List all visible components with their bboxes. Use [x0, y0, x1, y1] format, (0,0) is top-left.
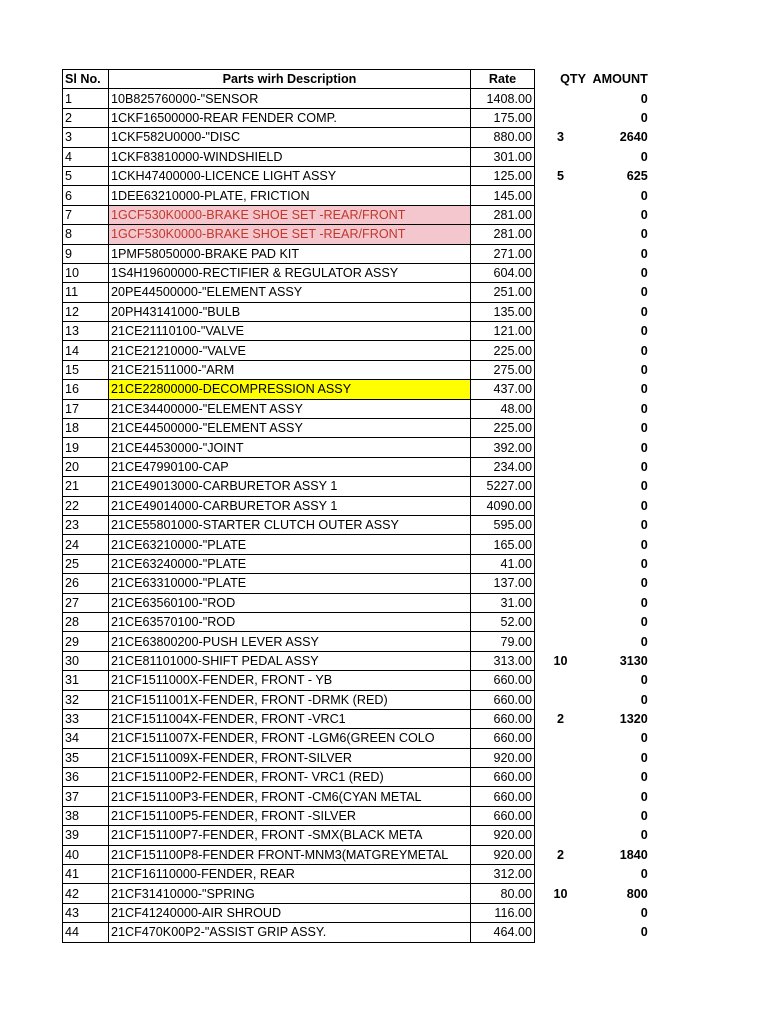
- rate-cell: 145.00: [471, 186, 535, 205]
- parts-table: [62, 69, 650, 943]
- description-cell: 21CE44530000-"JOINT: [109, 438, 471, 457]
- amount-cell: 0: [640, 246, 648, 261]
- qty-cell: [535, 574, 587, 593]
- description-cell: 21CE81101000-SHIFT PEDAL ASSY: [109, 651, 471, 670]
- table-row: [63, 128, 650, 147]
- rate-cell: 437.00: [471, 380, 535, 399]
- table-row: [63, 360, 650, 379]
- amount-cell: 1320: [619, 712, 648, 727]
- rate-cell: 1408.00: [471, 89, 535, 108]
- description-cell: 1S4H19600000-RECTIFIER & REGULATOR ASSY: [109, 263, 471, 282]
- table-row: [63, 806, 650, 825]
- table-row: [63, 147, 650, 166]
- table-row: [63, 884, 650, 903]
- sl-no-cell: 41: [63, 865, 109, 884]
- amount-cell: 0: [640, 556, 648, 571]
- qty-cell: [535, 89, 587, 108]
- sl-no-cell: 34: [63, 729, 109, 748]
- sl-no-cell: 10: [63, 263, 109, 282]
- description-cell: 21CE44500000-"ELEMENT ASSY: [109, 419, 471, 438]
- description-cell: 1PMF58050000-BRAKE PAD KIT: [109, 244, 471, 263]
- sl-no-cell: 29: [63, 632, 109, 651]
- qty-cell: [535, 438, 587, 457]
- description-cell: 21CE21511000-"ARM: [109, 360, 471, 379]
- rate-cell: 275.00: [471, 360, 535, 379]
- qty-cell: [535, 205, 587, 224]
- table-row: [63, 89, 650, 108]
- amount-cell: 0: [640, 227, 648, 242]
- sl-no-cell: 2: [63, 108, 109, 127]
- table-row: [63, 729, 650, 748]
- table-row: [63, 457, 650, 476]
- header-sl-no: Sl No.: [63, 70, 109, 89]
- amount-cell: 0: [640, 518, 648, 533]
- description-cell: 21CE21210000-"VALVE: [109, 341, 471, 360]
- table-row: [63, 612, 650, 631]
- rate-cell: 920.00: [471, 748, 535, 767]
- description-cell: 21CE22800000-DECOMPRESSION ASSY: [109, 380, 471, 399]
- rate-cell: 4090.00: [471, 496, 535, 515]
- description-cell: 21CE63310000-"PLATE: [109, 574, 471, 593]
- description-cell: 1DEE63210000-PLATE, FRICTION: [109, 186, 471, 205]
- sl-no-cell: 4: [63, 147, 109, 166]
- amount-cell: 0: [640, 789, 648, 804]
- amount-cell: 2640: [619, 130, 648, 145]
- description-cell: 21CF1511004X-FENDER, FRONT -VRC1: [109, 709, 471, 728]
- sl-no-cell: 33: [63, 709, 109, 728]
- qty-cell: [535, 535, 587, 554]
- description-cell: 21CE49013000-CARBURETOR ASSY 1: [109, 477, 471, 496]
- table-row: [63, 399, 650, 418]
- table-row: [63, 671, 650, 690]
- rate-cell: 595.00: [471, 515, 535, 534]
- description-cell: 21CF41240000-AIR SHROUD: [109, 903, 471, 922]
- table-row: [63, 593, 650, 612]
- amount-cell: 0: [640, 692, 648, 707]
- header-description: Parts wirh Description: [109, 70, 471, 89]
- rate-cell: 312.00: [471, 865, 535, 884]
- amount-cell: 0: [640, 576, 648, 591]
- amount-cell: 0: [640, 498, 648, 513]
- rate-cell: 135.00: [471, 302, 535, 321]
- amount-cell: 0: [640, 595, 648, 610]
- qty-cell: 5: [556, 169, 564, 184]
- table-row: [63, 166, 650, 185]
- qty-cell: 3: [556, 130, 564, 145]
- rate-cell: 660.00: [471, 787, 535, 806]
- rate-cell: 464.00: [471, 923, 535, 942]
- table-row: [63, 419, 650, 438]
- amount-cell: 0: [640, 149, 648, 164]
- rate-cell: 225.00: [471, 341, 535, 360]
- rate-cell: 920.00: [471, 826, 535, 845]
- amount-cell: 0: [640, 731, 648, 746]
- table-row: [63, 108, 650, 127]
- amount-cell: 0: [640, 828, 648, 843]
- parts-price-sheet: [62, 69, 650, 943]
- rate-cell: 125.00: [471, 166, 535, 185]
- rate-cell: 392.00: [471, 438, 535, 457]
- rate-cell: 79.00: [471, 632, 535, 651]
- description-cell: 21CF151100P2-FENDER, FRONT- VRC1 (RED): [109, 768, 471, 787]
- qty-cell: [535, 865, 587, 884]
- amount-cell: 0: [640, 363, 648, 378]
- amount-cell: 0: [640, 382, 648, 397]
- amount-cell: 0: [640, 867, 648, 882]
- qty-cell: [535, 671, 587, 690]
- amount-cell: 0: [640, 207, 648, 222]
- description-cell: 21CF1511001X-FENDER, FRONT -DRMK (RED): [109, 690, 471, 709]
- amount-cell: 0: [640, 266, 648, 281]
- sl-no-cell: 3: [63, 128, 109, 147]
- header-rate: Rate: [471, 70, 535, 89]
- sl-no-cell: 39: [63, 826, 109, 845]
- amount-cell: 0: [640, 925, 648, 940]
- qty-cell: 2: [556, 712, 564, 727]
- table-row: [63, 302, 650, 321]
- qty-cell: [535, 496, 587, 515]
- qty-cell: [535, 302, 587, 321]
- description-cell: 21CF1511009X-FENDER, FRONT-SILVER: [109, 748, 471, 767]
- description-cell: 20PH43141000-"BULB: [109, 302, 471, 321]
- rate-cell: 5227.00: [471, 477, 535, 496]
- sl-no-cell: 37: [63, 787, 109, 806]
- amount-cell: 0: [640, 188, 648, 203]
- sl-no-cell: 42: [63, 884, 109, 903]
- amount-cell: 0: [640, 421, 648, 436]
- sl-no-cell: 22: [63, 496, 109, 515]
- rate-cell: 660.00: [471, 690, 535, 709]
- qty-cell: [535, 477, 587, 496]
- rate-cell: 271.00: [471, 244, 535, 263]
- qty-cell: 10: [553, 886, 568, 901]
- qty-cell: [535, 263, 587, 282]
- sl-no-cell: 40: [63, 845, 109, 864]
- table-row: [63, 651, 650, 670]
- qty-cell: [535, 923, 587, 942]
- table-row: [63, 632, 650, 651]
- sl-no-cell: 26: [63, 574, 109, 593]
- description-cell: 21CE63800200-PUSH LEVER ASSY: [109, 632, 471, 651]
- qty-cell: [535, 322, 587, 341]
- description-cell: 21CF1511000X-FENDER, FRONT - YB: [109, 671, 471, 690]
- amount-cell: 0: [640, 479, 648, 494]
- sl-no-cell: 11: [63, 283, 109, 302]
- amount-cell: 0: [640, 401, 648, 416]
- rate-cell: 52.00: [471, 612, 535, 631]
- rate-cell: 251.00: [471, 283, 535, 302]
- rate-cell: 281.00: [471, 225, 535, 244]
- amount-cell: 0: [640, 304, 648, 319]
- table-row: [63, 341, 650, 360]
- amount-cell: 0: [640, 537, 648, 552]
- sl-no-cell: 21: [63, 477, 109, 496]
- amount-cell: 0: [640, 440, 648, 455]
- table-row: [63, 283, 650, 302]
- qty-cell: [535, 380, 587, 399]
- table-row: [63, 845, 650, 864]
- table-row: [63, 865, 650, 884]
- description-cell: 21CE63210000-"PLATE: [109, 535, 471, 554]
- sl-no-cell: 44: [63, 923, 109, 942]
- table-row: [63, 186, 650, 205]
- amount-cell: 0: [640, 110, 648, 125]
- description-cell: 21CF151100P7-FENDER, FRONT -SMX(BLACK META: [109, 826, 471, 845]
- sl-no-cell: 43: [63, 903, 109, 922]
- amount-cell: 0: [640, 285, 648, 300]
- description-cell: 20PE44500000-"ELEMENT ASSY: [109, 283, 471, 302]
- rate-cell: 660.00: [471, 806, 535, 825]
- table-row: [63, 903, 650, 922]
- qty-cell: [535, 244, 587, 263]
- sl-no-cell: 15: [63, 360, 109, 379]
- qty-cell: [535, 729, 587, 748]
- rate-cell: 116.00: [471, 903, 535, 922]
- rate-cell: 281.00: [471, 205, 535, 224]
- table-row: [63, 748, 650, 767]
- description-cell: 21CF151100P3-FENDER, FRONT -CM6(CYAN METAL: [109, 787, 471, 806]
- qty-cell: [535, 690, 587, 709]
- amount-cell: 3130: [619, 653, 648, 668]
- rate-cell: 920.00: [471, 845, 535, 864]
- description-cell: 1CKF582U0000-"DISC: [109, 128, 471, 147]
- amount-cell: 1840: [619, 847, 648, 862]
- description-cell: 1GCF530K0000-BRAKE SHOE SET -REAR/FRONT: [109, 205, 471, 224]
- rate-cell: 41.00: [471, 554, 535, 573]
- description-cell: 21CE63570100-"ROD: [109, 612, 471, 631]
- qty-cell: [535, 554, 587, 573]
- sl-no-cell: 5: [63, 166, 109, 185]
- description-cell: 21CE55801000-STARTER CLUTCH OUTER ASSY: [109, 515, 471, 534]
- qty-cell: [535, 283, 587, 302]
- header-amount: AMOUNT: [592, 72, 648, 87]
- table-body: [63, 89, 650, 942]
- qty-cell: [535, 147, 587, 166]
- qty-cell: [535, 826, 587, 845]
- rate-cell: 165.00: [471, 535, 535, 554]
- qty-cell: [535, 360, 587, 379]
- sl-no-cell: 38: [63, 806, 109, 825]
- sl-no-cell: 1: [63, 89, 109, 108]
- description-cell: 21CF470K00P2-"ASSIST GRIP ASSY.: [109, 923, 471, 942]
- rate-cell: 880.00: [471, 128, 535, 147]
- qty-cell: [535, 419, 587, 438]
- sl-no-cell: 20: [63, 457, 109, 476]
- sl-no-cell: 30: [63, 651, 109, 670]
- sl-no-cell: 28: [63, 612, 109, 631]
- qty-cell: [535, 632, 587, 651]
- description-cell: 21CE47990100-CAP: [109, 457, 471, 476]
- description-cell: 1GCF530K0000-BRAKE SHOE SET -REAR/FRONT: [109, 225, 471, 244]
- rate-cell: 301.00: [471, 147, 535, 166]
- table-row: [63, 477, 650, 496]
- table-row: [63, 535, 650, 554]
- qty-cell: [535, 225, 587, 244]
- amount-cell: 0: [640, 460, 648, 474]
- qty-cell: [535, 515, 587, 534]
- rate-cell: 604.00: [471, 263, 535, 282]
- rate-cell: 225.00: [471, 419, 535, 438]
- sl-no-cell: 25: [63, 554, 109, 573]
- table-row: [63, 496, 650, 515]
- sl-no-cell: 27: [63, 593, 109, 612]
- sl-no-cell: 24: [63, 535, 109, 554]
- table-row: [63, 438, 650, 457]
- qty-cell: [535, 806, 587, 825]
- qty-cell: [535, 903, 587, 922]
- qty-cell: [535, 186, 587, 205]
- amount-cell: 0: [640, 770, 648, 785]
- sl-no-cell: 6: [63, 186, 109, 205]
- qty-cell: [535, 457, 587, 476]
- table-row: [63, 690, 650, 709]
- table-row: [63, 322, 650, 341]
- qty-cell: 2: [556, 847, 564, 862]
- table-row: [63, 709, 650, 728]
- table-row: [63, 768, 650, 787]
- rate-cell: 660.00: [471, 729, 535, 748]
- sl-no-cell: 14: [63, 341, 109, 360]
- amount-cell: 0: [640, 615, 648, 630]
- table-row: [63, 263, 650, 282]
- rate-cell: 234.00: [471, 457, 535, 476]
- rate-cell: 80.00: [471, 884, 535, 903]
- table-row: [63, 225, 650, 244]
- description-cell: 21CE63240000-"PLATE: [109, 554, 471, 573]
- table-row: [63, 244, 650, 263]
- amount-cell: 800: [626, 886, 648, 901]
- table-row: [63, 380, 650, 399]
- description-cell: 1CKH47400000-LICENCE LIGHT ASSY: [109, 166, 471, 185]
- table-row: [63, 205, 650, 224]
- sl-no-cell: 18: [63, 419, 109, 438]
- qty-cell: 10: [553, 653, 568, 668]
- description-cell: 10B825760000-"SENSOR: [109, 89, 471, 108]
- table-row: [63, 574, 650, 593]
- description-cell: 1CKF83810000-WINDSHIELD: [109, 147, 471, 166]
- sl-no-cell: 35: [63, 748, 109, 767]
- description-cell: 21CF151100P8-FENDER FRONT-MNM3(MATGREYMETAL: [109, 845, 471, 864]
- sl-no-cell: 7: [63, 205, 109, 224]
- description-cell: 21CE21110100-"VALVE: [109, 322, 471, 341]
- amount-cell: 0: [640, 673, 648, 688]
- sl-no-cell: 31: [63, 671, 109, 690]
- amount-cell: 625: [626, 169, 648, 184]
- sl-no-cell: 17: [63, 399, 109, 418]
- description-cell: 21CF151100P5-FENDER, FRONT -SILVER: [109, 806, 471, 825]
- qty-cell: [535, 787, 587, 806]
- rate-cell: 660.00: [471, 709, 535, 728]
- amount-cell: 0: [640, 343, 648, 358]
- sl-no-cell: 16: [63, 380, 109, 399]
- table-row: [63, 554, 650, 573]
- amount-cell: 0: [640, 91, 648, 106]
- sl-no-cell: 23: [63, 515, 109, 534]
- description-cell: 21CE34400000-"ELEMENT ASSY: [109, 399, 471, 418]
- rate-cell: 48.00: [471, 399, 535, 418]
- sl-no-cell: 9: [63, 244, 109, 263]
- amount-cell: 0: [640, 324, 648, 339]
- rate-cell: 660.00: [471, 671, 535, 690]
- rate-cell: 175.00: [471, 108, 535, 127]
- sl-no-cell: 13: [63, 322, 109, 341]
- sl-no-cell: 32: [63, 690, 109, 709]
- table-row: [63, 826, 650, 845]
- sl-no-cell: 12: [63, 302, 109, 321]
- description-cell: 21CF1511007X-FENDER, FRONT -LGM6(GREEN COLO: [109, 729, 471, 748]
- description-cell: 21CF16110000-FENDER, REAR: [109, 865, 471, 884]
- qty-cell: [535, 748, 587, 767]
- qty-cell: [535, 768, 587, 787]
- sl-no-cell: 19: [63, 438, 109, 457]
- description-cell: 21CF31410000-"SPRING: [109, 884, 471, 903]
- description-cell: 1CKF16500000-REAR FENDER COMP.: [109, 108, 471, 127]
- table-row: [63, 515, 650, 534]
- rate-cell: 31.00: [471, 593, 535, 612]
- description-cell: 21CE49014000-CARBURETOR ASSY 1: [109, 496, 471, 515]
- rate-cell: 660.00: [471, 768, 535, 787]
- table-row: [63, 787, 650, 806]
- qty-cell: [535, 612, 587, 631]
- amount-cell: 0: [640, 634, 648, 649]
- sl-no-cell: 36: [63, 768, 109, 787]
- rate-cell: 313.00: [471, 651, 535, 670]
- amount-cell: 0: [640, 750, 648, 765]
- sl-no-cell: 8: [63, 225, 109, 244]
- table-row: [63, 923, 650, 942]
- qty-cell: [535, 593, 587, 612]
- rate-cell: 121.00: [471, 322, 535, 341]
- amount-cell: 0: [640, 809, 648, 824]
- header-qty: QTY: [560, 72, 586, 87]
- header-row: [63, 70, 650, 89]
- amount-cell: 0: [640, 905, 648, 920]
- rate-cell: 137.00: [471, 574, 535, 593]
- description-cell: 21CE63560100-"ROD: [109, 593, 471, 612]
- qty-cell: [535, 108, 587, 127]
- qty-cell: [535, 341, 587, 360]
- qty-cell: [535, 399, 587, 418]
